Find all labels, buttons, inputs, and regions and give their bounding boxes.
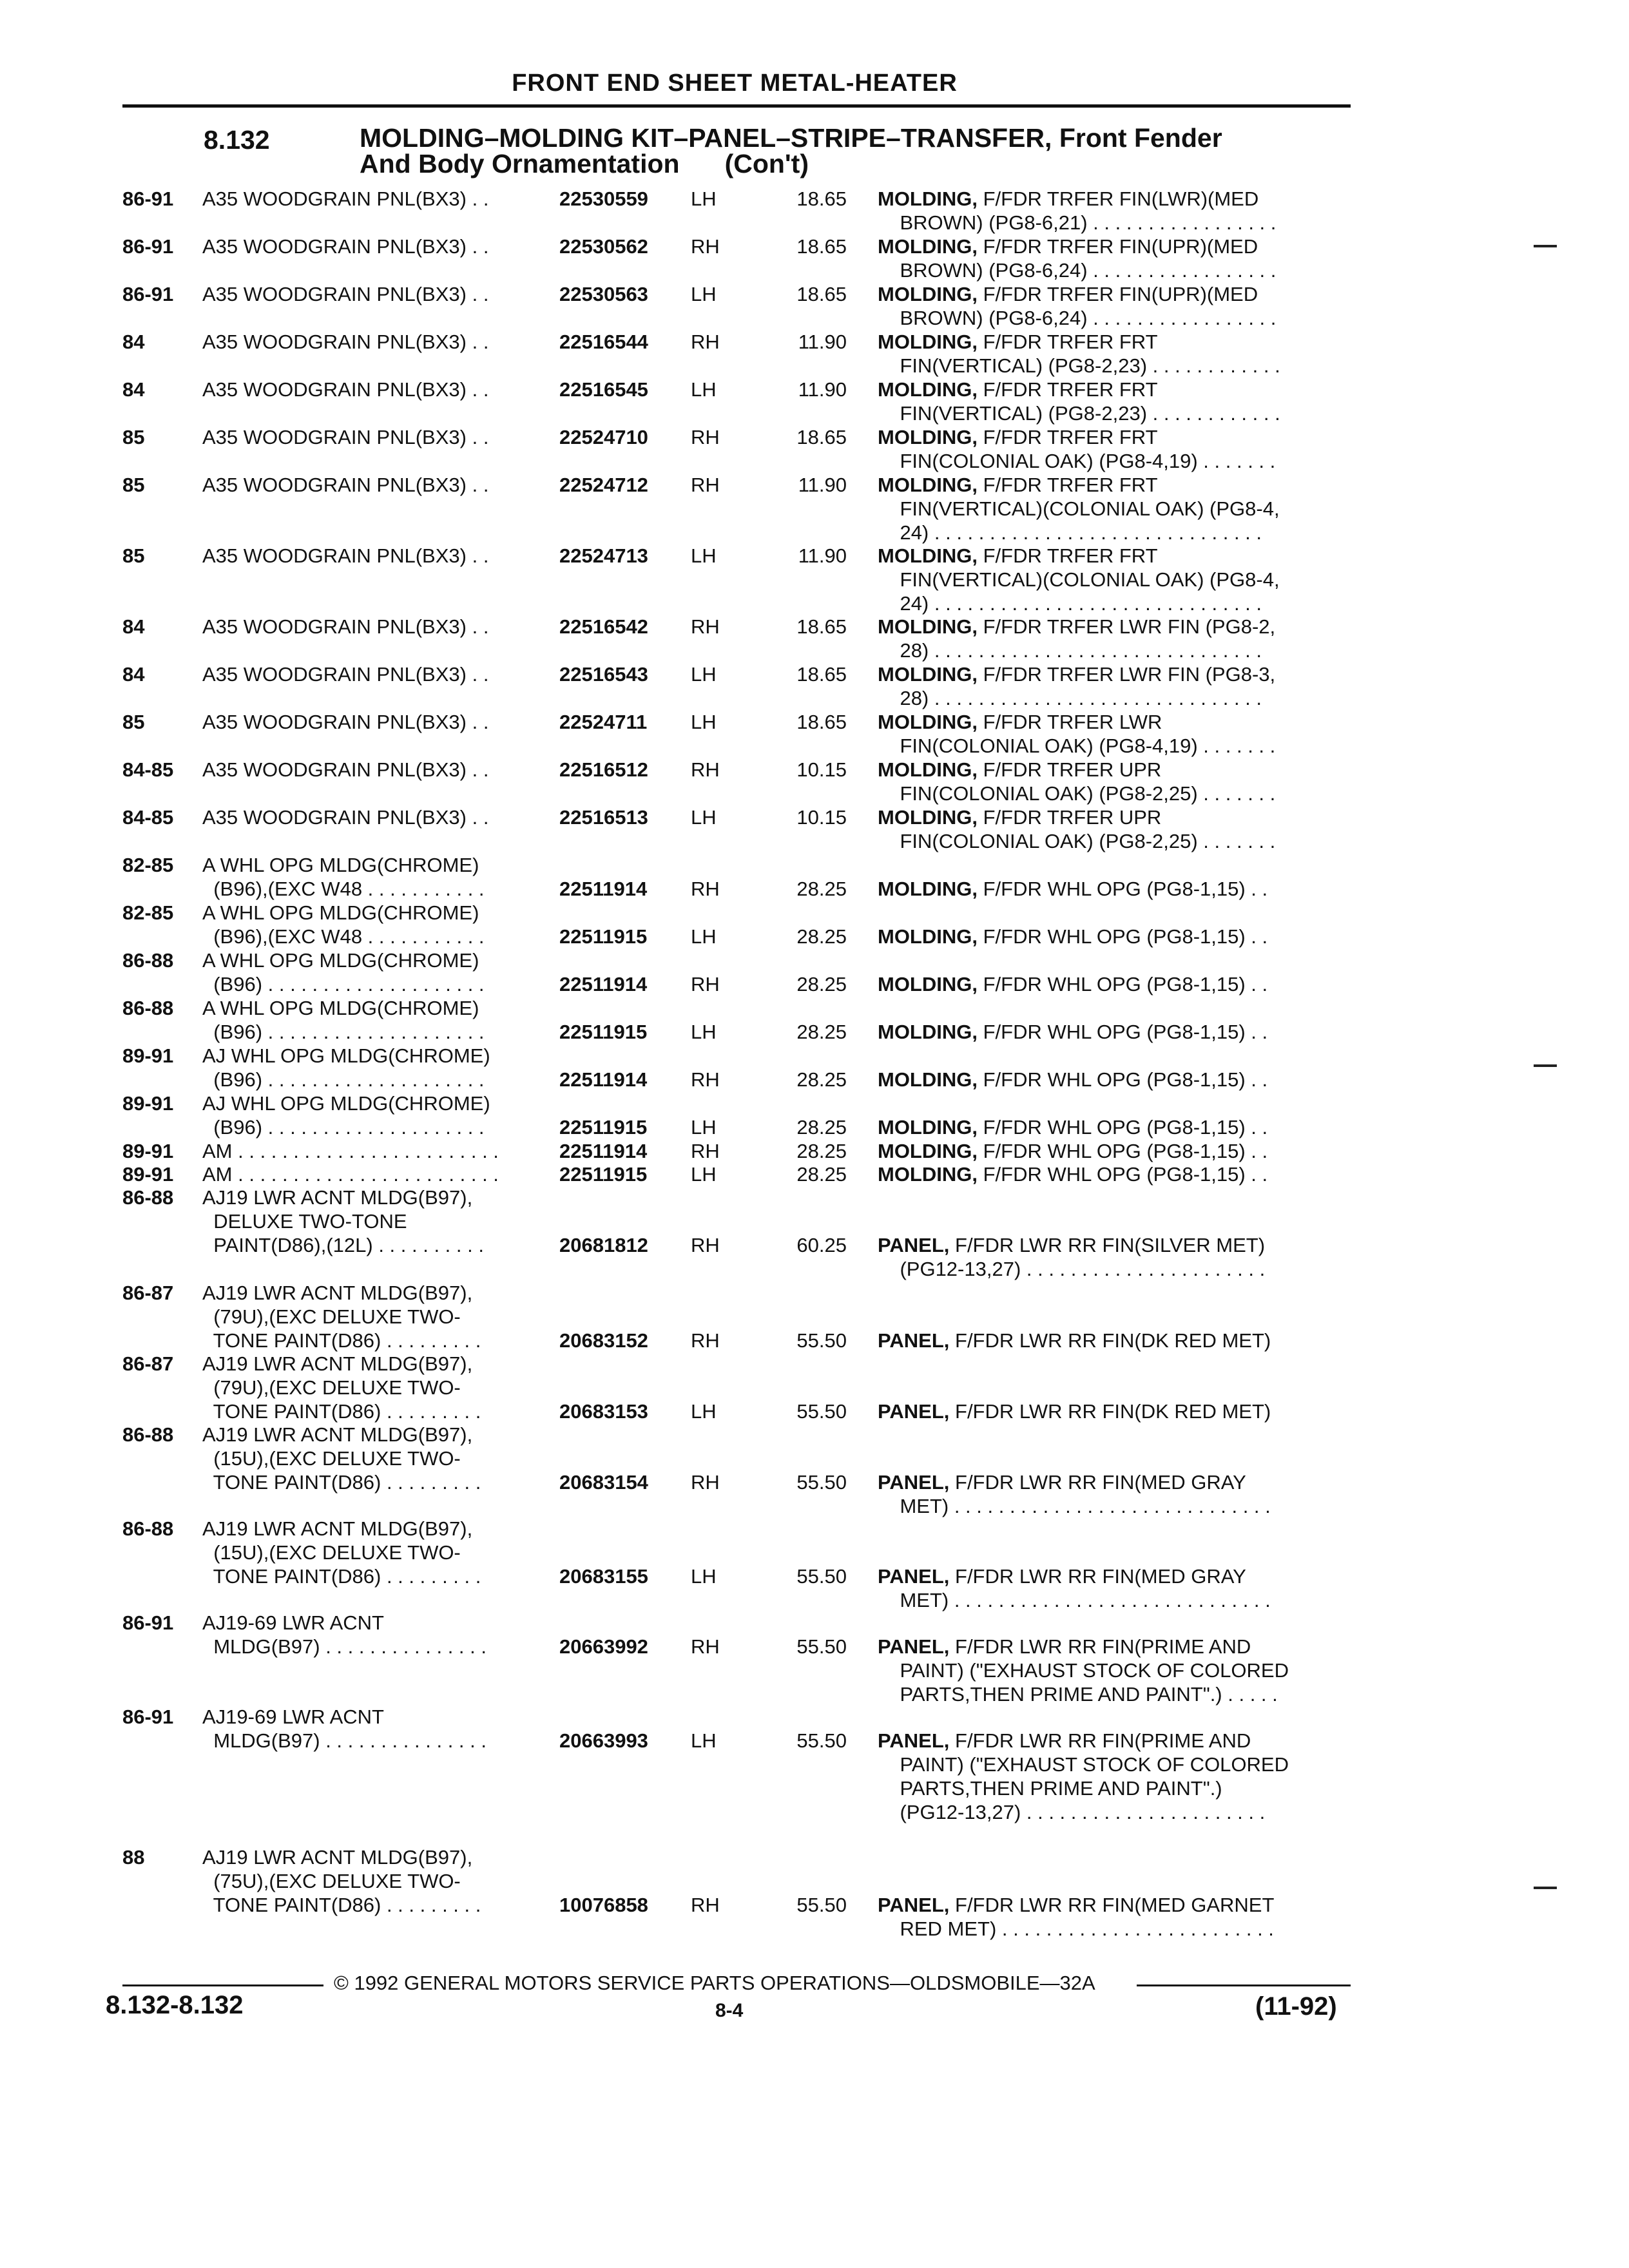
part-number: 22524710 xyxy=(559,426,648,448)
model-years: 86-88 xyxy=(122,997,174,1019)
price: 10.15 xyxy=(796,758,847,781)
model-years: 89-91 xyxy=(122,1044,174,1067)
part-number: 22530559 xyxy=(559,187,648,210)
price: 11.90 xyxy=(798,474,847,496)
footer-copyright: © 1992 GENERAL MOTORS SERVICE PARTS OPERATIONS—OLDSMOBILE—32A xyxy=(334,1972,1095,1994)
part-name: FIN(VERTICAL)(COLONIAL OAK) (PG8-4, xyxy=(878,568,1280,591)
usage-description: A35 WOODGRAIN PNL(BX3) . . xyxy=(202,806,489,829)
part-name: MOLDING, F/FDR TRFER FIN(UPR)(MED xyxy=(878,283,1258,305)
part-name: MOLDING, F/FDR TRFER LWR xyxy=(878,711,1162,733)
part-name: PAINT) ("EXHAUST STOCK OF COLORED xyxy=(878,1753,1289,1776)
price: 18.65 xyxy=(796,283,847,305)
usage-description: TONE PAINT(D86) . . . . . . . . . xyxy=(202,1565,481,1588)
side-indicator: LH xyxy=(691,711,717,733)
part-number: 20681812 xyxy=(559,1234,648,1256)
part-name: FIN(COLONIAL OAK) (PG8-4,19) . . . . . . . xyxy=(878,735,1276,757)
side-indicator: RH xyxy=(691,1140,720,1162)
usage-description: (B96) . . . . . . . . . . . . . . . . . . . . xyxy=(202,1068,485,1091)
usage-description: A35 WOODGRAIN PNL(BX3) . . xyxy=(202,615,489,638)
section-title-line2: And Body Ornamentation xyxy=(360,149,680,178)
part-name: PANEL, F/FDR LWR RR FIN(PRIME AND xyxy=(878,1635,1251,1658)
usage-description: TONE PAINT(D86) . . . . . . . . . xyxy=(202,1894,481,1916)
price: 18.65 xyxy=(796,615,847,638)
part-number: 10076858 xyxy=(559,1894,648,1916)
usage-description: (B96) . . . . . . . . . . . . . . . . . . . . xyxy=(202,1116,485,1139)
price: 18.65 xyxy=(796,187,847,210)
part-name: FIN(VERTICAL) (PG8-2,23) . . . . . . . . . . . . xyxy=(878,402,1280,425)
model-years: 84 xyxy=(122,663,145,686)
part-name: FIN(COLONIAL OAK) (PG8-2,25) . . . . . . . xyxy=(878,830,1276,852)
header-rule xyxy=(122,104,1351,108)
usage-description: A35 WOODGRAIN PNL(BX3) . . xyxy=(202,378,489,401)
model-years: 86-88 xyxy=(122,1186,174,1209)
part-name: PARTS,THEN PRIME AND PAINT".) xyxy=(878,1777,1222,1800)
model-years: 85 xyxy=(122,474,145,496)
model-years: 84 xyxy=(122,615,145,638)
part-name: MET) . . . . . . . . . . . . . . . . . . . . . . . . . . . . . xyxy=(878,1495,1271,1517)
part-number: 22511914 xyxy=(559,973,648,995)
part-name: MOLDING, F/FDR TRFER FRT xyxy=(878,474,1158,496)
side-indicator: RH xyxy=(691,331,720,353)
part-number: 22516544 xyxy=(559,331,648,353)
side-indicator: RH xyxy=(691,474,720,496)
part-name: BROWN) (PG8-6,24) . . . . . . . . . . . . . . . . . xyxy=(878,259,1277,282)
model-years: 86-91 xyxy=(122,283,174,305)
part-name: MOLDING, F/FDR WHL OPG (PG8-1,15) . . xyxy=(878,878,1268,900)
part-number: 22516545 xyxy=(559,378,648,401)
part-name: FIN(VERTICAL)(COLONIAL OAK) (PG8-4, xyxy=(878,497,1280,520)
side-indicator: LH xyxy=(691,283,717,305)
price: 60.25 xyxy=(796,1234,847,1256)
part-number: 22511915 xyxy=(559,1021,648,1043)
part-number: 22516542 xyxy=(559,615,648,638)
usage-description: A35 WOODGRAIN PNL(BX3) . . xyxy=(202,331,489,353)
usage-description: AJ19 LWR ACNT MLDG(B97), xyxy=(202,1282,473,1304)
model-years: 85 xyxy=(122,544,145,567)
part-number: 20683155 xyxy=(559,1565,648,1588)
side-indicator: RH xyxy=(691,1234,720,1256)
part-number: 22511914 xyxy=(559,1068,648,1091)
model-years: 82-85 xyxy=(122,901,174,924)
part-number: 20683153 xyxy=(559,1400,648,1423)
section-number: 8.132 xyxy=(204,125,270,155)
model-years: 86-87 xyxy=(122,1282,174,1304)
usage-description: PAINT(D86),(12L) . . . . . . . . . . xyxy=(202,1234,484,1256)
usage-description: MLDG(B97) . . . . . . . . . . . . . . . xyxy=(202,1635,487,1658)
part-name: MOLDING, F/FDR TRFER FRT xyxy=(878,331,1158,353)
side-indicator: RH xyxy=(691,878,720,900)
part-name: MOLDING, F/FDR WHL OPG (PG8-1,15) . . xyxy=(878,1163,1268,1186)
model-years: 84-85 xyxy=(122,758,174,781)
part-number: 22516512 xyxy=(559,758,648,781)
part-number: 20663993 xyxy=(559,1729,648,1752)
side-indicator: LH xyxy=(691,1729,717,1752)
usage-description: AJ19 LWR ACNT MLDG(B97), xyxy=(202,1846,473,1869)
part-number: 20683154 xyxy=(559,1471,648,1494)
price: 28.25 xyxy=(796,1021,847,1043)
usage-description: A WHL OPG MLDG(CHROME) xyxy=(202,997,479,1019)
usage-description: A35 WOODGRAIN PNL(BX3) . . xyxy=(202,235,489,258)
model-years: 84 xyxy=(122,378,145,401)
price: 55.50 xyxy=(796,1565,847,1588)
part-name: PANEL, F/FDR LWR RR FIN(DK RED MET) xyxy=(878,1400,1271,1423)
side-indicator: LH xyxy=(691,663,717,686)
side-indicator: LH xyxy=(691,1021,717,1043)
part-number: 22524713 xyxy=(559,544,648,567)
part-number: 22511914 xyxy=(559,1140,648,1162)
usage-description: AJ WHL OPG MLDG(CHROME) xyxy=(202,1092,490,1115)
side-indicator: RH xyxy=(691,615,720,638)
footer-section-range: 8.132-8.132 xyxy=(106,1991,244,2019)
side-indicator: LH xyxy=(691,806,717,829)
usage-description: AJ19 LWR ACNT MLDG(B97), xyxy=(202,1423,473,1446)
footer-page-number: 8-4 xyxy=(715,2000,744,2021)
model-years: 86-88 xyxy=(122,1517,174,1540)
usage-description: AJ19 LWR ACNT MLDG(B97), xyxy=(202,1352,473,1375)
usage-description: AJ19 LWR ACNT MLDG(B97), xyxy=(202,1186,473,1209)
part-name: MOLDING, F/FDR WHL OPG (PG8-1,15) . . xyxy=(878,1140,1268,1162)
usage-description: (B96) . . . . . . . . . . . . . . . . . . . . xyxy=(202,973,485,995)
part-name: MOLDING, F/FDR TRFER FRT xyxy=(878,544,1158,567)
model-years: 86-88 xyxy=(122,1423,174,1446)
usage-description: A35 WOODGRAIN PNL(BX3) . . xyxy=(202,663,489,686)
usage-description: (79U),(EXC DELUXE TWO- xyxy=(202,1376,461,1399)
side-indicator: LH xyxy=(691,1163,717,1186)
side-indicator: RH xyxy=(691,1068,720,1091)
usage-description: (B96),(EXC W48 . . . . . . . . . . . xyxy=(202,878,485,900)
side-indicator: RH xyxy=(691,1329,720,1352)
usage-description: TONE PAINT(D86) . . . . . . . . . xyxy=(202,1471,481,1494)
model-years: 88 xyxy=(122,1846,145,1869)
usage-description: AJ19-69 LWR ACNT xyxy=(202,1706,384,1728)
part-name: PAINT) ("EXHAUST STOCK OF COLORED xyxy=(878,1659,1289,1682)
part-name: MOLDING, F/FDR TRFER LWR FIN (PG8-2, xyxy=(878,615,1276,638)
part-name: MOLDING, F/FDR WHL OPG (PG8-1,15) . . xyxy=(878,1068,1268,1091)
part-name: 24) . . . . . . . . . . . . . . . . . . . . . . . . . . . . . . xyxy=(878,592,1262,615)
price: 55.50 xyxy=(796,1400,847,1423)
margin-mark xyxy=(1534,245,1557,247)
part-name: MOLDING, F/FDR WHL OPG (PG8-1,15) . . xyxy=(878,973,1268,995)
part-name: RED MET) . . . . . . . . . . . . . . . . . . . . . . . . . xyxy=(878,1917,1274,1940)
price: 28.25 xyxy=(796,1140,847,1162)
part-name: MOLDING, F/FDR TRFER FIN(UPR)(MED xyxy=(878,235,1258,258)
part-name: PARTS,THEN PRIME AND PAINT".) . . . . . xyxy=(878,1683,1278,1706)
model-years: 86-87 xyxy=(122,1352,174,1375)
part-number: 22511915 xyxy=(559,1116,648,1139)
usage-description: A35 WOODGRAIN PNL(BX3) . . xyxy=(202,474,489,496)
usage-description: (B96) . . . . . . . . . . . . . . . . . . . . xyxy=(202,1021,485,1043)
part-name: MOLDING, F/FDR TRFER LWR FIN (PG8-3, xyxy=(878,663,1276,686)
usage-description: MLDG(B97) . . . . . . . . . . . . . . . xyxy=(202,1729,487,1752)
side-indicator: LH xyxy=(691,1116,717,1139)
part-name: MOLDING, F/FDR TRFER FRT xyxy=(878,426,1158,448)
usage-description: A WHL OPG MLDG(CHROME) xyxy=(202,949,479,972)
price: 55.50 xyxy=(796,1729,847,1752)
price: 18.65 xyxy=(796,711,847,733)
part-number: 22524711 xyxy=(559,711,648,733)
part-number: 22524712 xyxy=(559,474,648,496)
price: 10.15 xyxy=(796,806,847,829)
side-indicator: LH xyxy=(691,378,717,401)
model-years: 85 xyxy=(122,426,145,448)
part-name: PANEL, F/FDR LWR RR FIN(MED GRAY xyxy=(878,1471,1246,1494)
part-name: MET) . . . . . . . . . . . . . . . . . . . . . . . . . . . . . xyxy=(878,1589,1271,1611)
side-indicator: RH xyxy=(691,758,720,781)
part-number: 22530562 xyxy=(559,235,648,258)
usage-description: A35 WOODGRAIN PNL(BX3) . . xyxy=(202,283,489,305)
part-name: (PG12-13,27) . . . . . . . . . . . . . . . . . . . . . . xyxy=(878,1801,1266,1823)
model-years: 86-91 xyxy=(122,1611,174,1634)
part-name: MOLDING, F/FDR WHL OPG (PG8-1,15) . . xyxy=(878,925,1268,948)
side-indicator: RH xyxy=(691,235,720,258)
section-continued: (Con't) xyxy=(724,149,809,178)
side-indicator: RH xyxy=(691,1894,720,1916)
part-number: 20683152 xyxy=(559,1329,648,1352)
part-name: MOLDING, F/FDR WHL OPG (PG8-1,15) . . xyxy=(878,1021,1268,1043)
section-title-line1: MOLDING–MOLDING KIT–PANEL–STRIPE–TRANSFER, Front Fender xyxy=(360,123,1222,153)
usage-description: A35 WOODGRAIN PNL(BX3) . . xyxy=(202,426,489,448)
margin-mark xyxy=(1534,1064,1557,1067)
part-name: PANEL, F/FDR LWR RR FIN(SILVER MET) xyxy=(878,1234,1266,1256)
price: 11.90 xyxy=(798,378,847,401)
side-indicator: LH xyxy=(691,187,717,210)
usage-description: TONE PAINT(D86) . . . . . . . . . xyxy=(202,1329,481,1352)
usage-description: A35 WOODGRAIN PNL(BX3) . . xyxy=(202,758,489,781)
side-indicator: LH xyxy=(691,1565,717,1588)
usage-description: A35 WOODGRAIN PNL(BX3) . . xyxy=(202,187,489,210)
part-number: 22511915 xyxy=(559,925,648,948)
usage-description: TONE PAINT(D86) . . . . . . . . . xyxy=(202,1400,481,1423)
model-years: 86-91 xyxy=(122,235,174,258)
model-years: 89-91 xyxy=(122,1092,174,1115)
part-name: 28) . . . . . . . . . . . . . . . . . . . . . . . . . . . . . . xyxy=(878,687,1262,709)
side-indicator: RH xyxy=(691,1471,720,1494)
section-title xyxy=(360,125,1222,177)
model-years: 85 xyxy=(122,711,145,733)
part-name: 24) . . . . . . . . . . . . . . . . . . . . . . . . . . . . . . xyxy=(878,521,1262,544)
model-years: 86-88 xyxy=(122,949,174,972)
part-name: BROWN) (PG8-6,24) . . . . . . . . . . . . . . . . . xyxy=(878,307,1277,329)
part-name: BROWN) (PG8-6,21) . . . . . . . . . . . . . . . . . xyxy=(878,211,1277,234)
part-number: 22516543 xyxy=(559,663,648,686)
price: 18.65 xyxy=(796,663,847,686)
side-indicator: LH xyxy=(691,925,717,948)
model-years: 89-91 xyxy=(122,1163,174,1186)
usage-description: AM . . . . . . . . . . . . . . . . . . . . . . . . xyxy=(202,1140,499,1162)
part-number: 20663992 xyxy=(559,1635,648,1658)
part-name: PANEL, F/FDR LWR RR FIN(MED GRAY xyxy=(878,1565,1246,1588)
price: 11.90 xyxy=(798,331,847,353)
part-name: 28) . . . . . . . . . . . . . . . . . . . . . . . . . . . . . . xyxy=(878,639,1262,662)
model-years: 86-91 xyxy=(122,1706,174,1728)
price: 55.50 xyxy=(796,1471,847,1494)
footer-rule-right xyxy=(1137,1984,1351,1986)
price: 28.25 xyxy=(796,925,847,948)
part-name: PANEL, F/FDR LWR RR FIN(DK RED MET) xyxy=(878,1329,1271,1352)
part-name: PANEL, F/FDR LWR RR FIN(PRIME AND xyxy=(878,1729,1251,1752)
part-number: 22516513 xyxy=(559,806,648,829)
usage-description: (79U),(EXC DELUXE TWO- xyxy=(202,1305,461,1328)
part-number: 22511914 xyxy=(559,878,648,900)
part-name: (PG12-13,27) . . . . . . . . . . . . . . . . . . . . . . xyxy=(878,1258,1266,1280)
usage-description: A WHL OPG MLDG(CHROME) xyxy=(202,854,479,876)
price: 28.25 xyxy=(796,973,847,995)
part-name: FIN(COLONIAL OAK) (PG8-4,19) . . . . . . . xyxy=(878,450,1276,472)
usage-description: DELUXE TWO-TONE xyxy=(202,1210,407,1233)
price: 55.50 xyxy=(796,1894,847,1916)
model-years: 84 xyxy=(122,331,145,353)
part-number: 22530563 xyxy=(559,283,648,305)
footer-rule-left xyxy=(122,1984,323,1986)
side-indicator: RH xyxy=(691,426,720,448)
side-indicator: RH xyxy=(691,1635,720,1658)
model-years: 82-85 xyxy=(122,854,174,876)
footer-date: (11-92) xyxy=(1255,1992,1337,2021)
part-name: MOLDING, F/FDR WHL OPG (PG8-1,15) . . xyxy=(878,1116,1268,1139)
part-name: FIN(COLONIAL OAK) (PG8-2,25) . . . . . . . xyxy=(878,782,1276,805)
price: 18.65 xyxy=(796,426,847,448)
part-number: 22511915 xyxy=(559,1163,648,1186)
usage-description: (15U),(EXC DELUXE TWO- xyxy=(202,1447,461,1470)
usage-description: (75U),(EXC DELUXE TWO- xyxy=(202,1870,461,1892)
usage-description: A35 WOODGRAIN PNL(BX3) . . xyxy=(202,544,489,567)
model-years: 89-91 xyxy=(122,1140,174,1162)
price: 11.90 xyxy=(798,544,847,567)
price: 28.25 xyxy=(796,1068,847,1091)
usage-description: A WHL OPG MLDG(CHROME) xyxy=(202,901,479,924)
usage-description: A35 WOODGRAIN PNL(BX3) . . xyxy=(202,711,489,733)
model-years: 84-85 xyxy=(122,806,174,829)
part-name: PANEL, F/FDR LWR RR FIN(MED GARNET xyxy=(878,1894,1275,1916)
price: 28.25 xyxy=(796,1163,847,1186)
side-indicator: LH xyxy=(691,544,717,567)
side-indicator: LH xyxy=(691,1400,717,1423)
price: 55.50 xyxy=(796,1329,847,1352)
price: 55.50 xyxy=(796,1635,847,1658)
usage-description: AJ19-69 LWR ACNT xyxy=(202,1611,384,1634)
margin-mark xyxy=(1534,1887,1557,1889)
usage-description: AJ19 LWR ACNT MLDG(B97), xyxy=(202,1517,473,1540)
price: 28.25 xyxy=(796,1116,847,1139)
part-name: FIN(VERTICAL) (PG8-2,23) . . . . . . . . . . . . xyxy=(878,354,1280,377)
price: 28.25 xyxy=(796,878,847,900)
usage-description: AM . . . . . . . . . . . . . . . . . . . . . . . . xyxy=(202,1163,499,1186)
part-name: MOLDING, F/FDR TRFER UPR xyxy=(878,806,1162,829)
part-name: MOLDING, F/FDR TRFER FIN(LWR)(MED xyxy=(878,187,1259,210)
usage-description: AJ WHL OPG MLDG(CHROME) xyxy=(202,1044,490,1067)
price: 18.65 xyxy=(796,235,847,258)
model-years: 86-91 xyxy=(122,187,174,210)
part-name: MOLDING, F/FDR TRFER FRT xyxy=(878,378,1158,401)
page-header-title: FRONT END SHEET METAL-HEATER xyxy=(512,70,958,97)
part-name: MOLDING, F/FDR TRFER UPR xyxy=(878,758,1162,781)
usage-description: (15U),(EXC DELUXE TWO- xyxy=(202,1541,461,1564)
side-indicator: RH xyxy=(691,973,720,995)
usage-description: (B96),(EXC W48 . . . . . . . . . . . xyxy=(202,925,485,948)
